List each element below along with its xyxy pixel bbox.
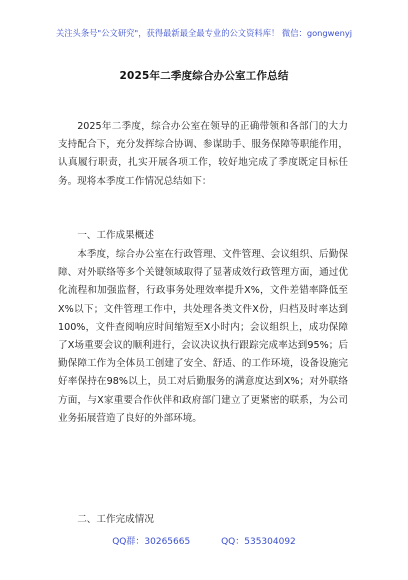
- footer-qq: QQ：535304092: [221, 537, 296, 547]
- header-promo-note: 关注头条号"公文研究"，获得最新最全最专业的公文资料库！ 微信：gongwenyj: [55, 28, 353, 38]
- section-heading-2: 二、工作完成情况: [77, 514, 154, 525]
- intro-paragraph: 2025年二季度，综合办公室在领导的正确带领和各部门的大力支持配合下，充分发挥综合协调、参谋助手、服务保障等职能作用，认真履行职责，扎实开展各项工作，较好地完成了季度既定目标任务。现将本季度工作情况总结如下：: [58, 121, 348, 187]
- section-heading-1: 一、工作成果概述: [77, 230, 154, 241]
- document-title: 2025年二季度综合办公室工作总结: [119, 70, 289, 82]
- footer-contact: [0, 534, 408, 547]
- footer-qq-group: QQ群：30265665: [112, 537, 191, 547]
- section-1-paragraph: 本季度，综合办公室在行政管理、文件管理、会议组织、后勤保障、对外联络等多个关键领域取得了显著成效行政管理方面，通过优化流程和加强监督，行政事务处理效率提升X%，文件差错率降低至X%以下；文件管理工作中，共处理各类文件X份，归档及时率达到100%，文件查阅响应时间缩短至X小时内；会议组织上，成功保障了X场重要会议的顺利进行，会议决议执行跟踪完成率达到95%；后勤保障工作为全体员工创建了安全、舒适、的工作环境，设备设施完好率保持在98%以上，员工对后勤服务的满意度达到X%；对外联络方面，与X家重要合作伙伴和政府部门建立了更紧密的联系，为公司业务拓展营造了良好的外部环境。: [58, 249, 348, 424]
